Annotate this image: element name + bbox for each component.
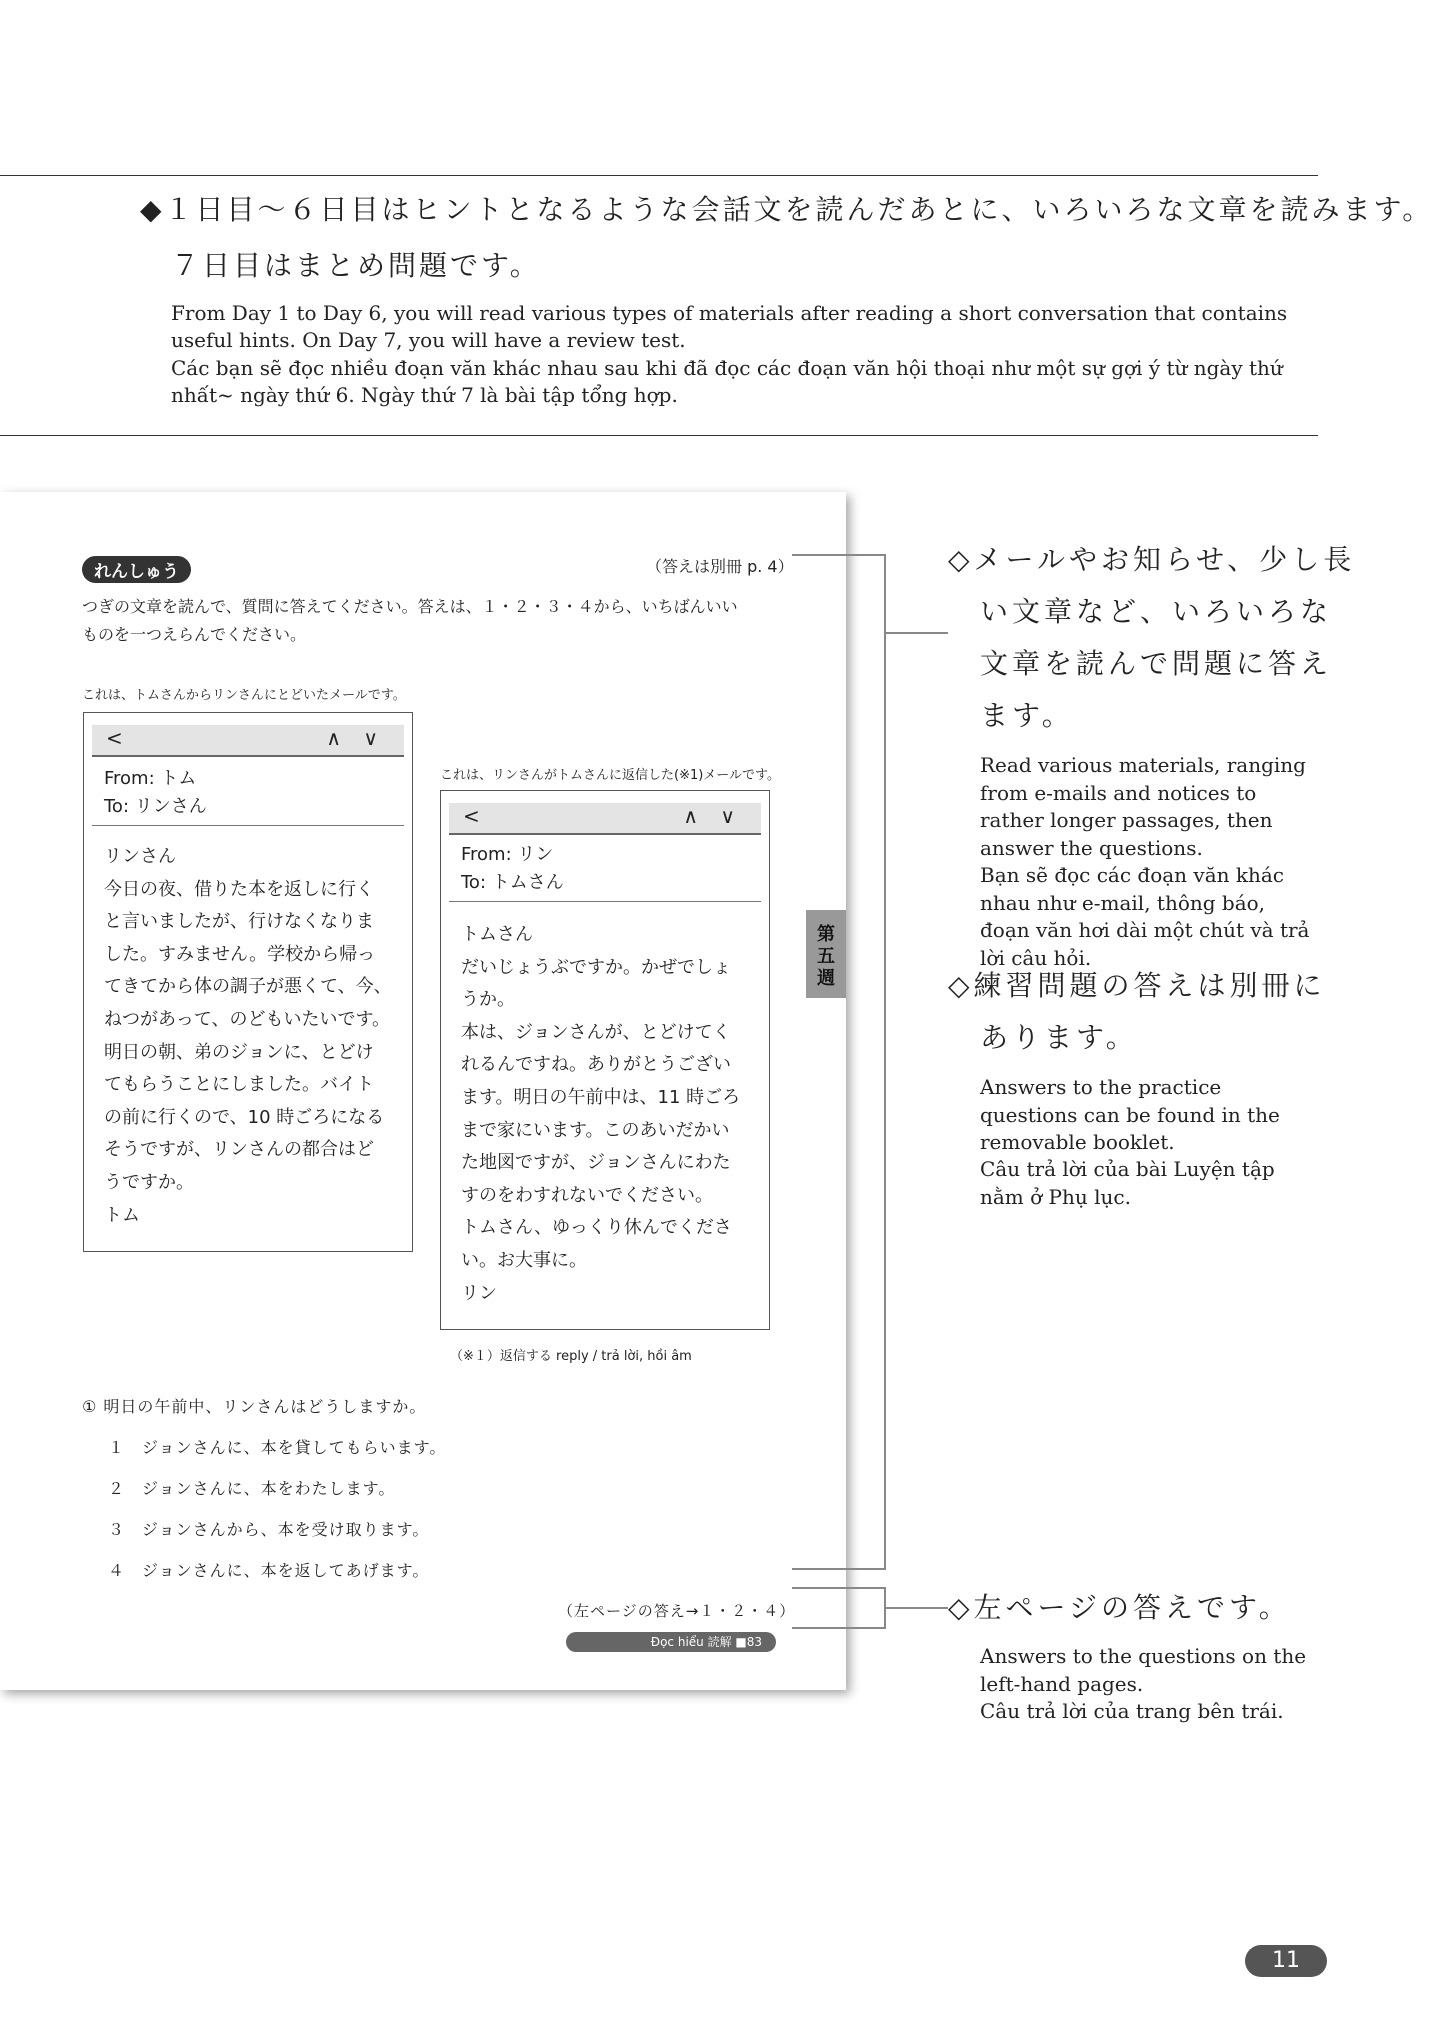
- page-footer-label: Đọc hiểu 読解 ■83: [566, 1632, 776, 1652]
- note1-line4: ます。: [980, 699, 1074, 732]
- bracket2-top: [792, 1587, 885, 1589]
- bracket-to-note1: [886, 632, 948, 634]
- note2-line1: ◇練習問題の答えは別冊に: [948, 969, 1326, 1002]
- intro-bottom-rule: [0, 435, 1318, 436]
- week-tab-label: 第五週: [817, 924, 835, 989]
- top-rule: [0, 175, 1318, 176]
- mail1-from: From: トム: [104, 768, 197, 789]
- sample-page: [0, 492, 846, 1690]
- instruction-line-2: ものを一つえらんでください。: [82, 625, 307, 644]
- page-number: 11: [1245, 1945, 1327, 1977]
- note2-vietnamese: Câu trả lời của bài Luyện tập nằm ở Phụ lục.: [980, 1157, 1275, 1209]
- bracket-top: [792, 554, 885, 556]
- intro-english: From Day 1 to Day 6, you will read various types of materials after reading a short conversation that contains useful hints. On Day 7, you will have a review test.: [171, 301, 1288, 352]
- footnote: （※１）返信する reply / trả lời, hồi âm: [450, 1349, 692, 1364]
- note2-line2: あります。: [980, 1021, 1138, 1054]
- mail1-box: [83, 712, 413, 1252]
- nav-arrows-icon[interactable]: ∧ ∨: [683, 804, 743, 828]
- mail2-toolbar: [449, 803, 761, 835]
- back-icon[interactable]: <: [106, 726, 123, 750]
- mail1-toolbar: [92, 725, 404, 757]
- mail1-to: To: リンさん: [104, 796, 207, 817]
- note2-english: Answers to the practice questions can be found in the removable booklet.: [980, 1075, 1280, 1154]
- bracket2-bottom: [792, 1627, 886, 1629]
- renshuu-badge: れんしゅう: [82, 556, 191, 583]
- mail2-to: To: トムさん: [461, 872, 564, 893]
- option-2[interactable]: ２ ジョンさんに、本をわたします。: [108, 1479, 396, 1498]
- answer-reference: （答えは別冊 p. 4）: [646, 557, 794, 576]
- bracket-vertical: [884, 554, 886, 1569]
- note3-vietnamese: Câu trả lời của trang bên trái.: [980, 1699, 1284, 1723]
- note1-english: Read various materials, ranging from e-mails and notices to rather longer passages, then answer the questions.: [980, 753, 1306, 860]
- note1-line2: い文章など、いろいろな: [980, 595, 1333, 628]
- mail2-caption: これは、リンさんがトムさんに返信した(※1)メールです。: [440, 768, 781, 783]
- note1-line3: 文章を読んで問題に答え: [980, 647, 1333, 680]
- option-1[interactable]: １ ジョンさんに、本を貸してもらいます。: [108, 1438, 447, 1457]
- mail1-body: リンさん 今日の夜、借りた本を返しに行く と言いましたが、行けなくなりま した。すみません。学校から帰っ てきてから体の調子が悪くて、今、 ねつがあって、のどもいたいです。 明日の朝、弟のジョンに、とどけ てもらうことにしました。バイト の前に行くので、10 時ごろになる そうですが、リンさんの都合はど うですか。 トム: [104, 846, 392, 1226]
- note1-vietnamese: Bạn sẽ đọc các đoạn văn khác nhau như e-mail, thông báo, đoạn văn hơi dài một chút và trả lời câu hỏi.: [980, 863, 1310, 970]
- mail1-divider: [92, 825, 404, 826]
- note3-english: Answers to the questions on the left-hand pages.: [980, 1644, 1307, 1696]
- nav-arrows-icon[interactable]: ∧ ∨: [326, 726, 386, 750]
- intro-line-1: ◆１日目～６日目はヒントとなるような会話文を読んだあとに、いろいろな文章を読みます。: [140, 193, 1434, 226]
- note1-line1: ◇メールやお知らせ、少し長: [948, 543, 1356, 576]
- option-4[interactable]: ４ ジョンさんに、本を返してあげます。: [108, 1561, 430, 1580]
- left-page-answer: （左ページの答え→１・２・４）: [558, 1602, 796, 1620]
- mail1-caption: これは、トムさんからリンさんにとどいたメールです。: [82, 688, 406, 703]
- option-3[interactable]: ３ ジョンさんから、本を受け取ります。: [108, 1520, 430, 1539]
- mail2-divider: [449, 901, 761, 902]
- intro-vietnamese: Các bạn sẽ đọc nhiều đoạn văn khác nhau sau khi đã đọc các đoạn văn hội thoại như một sự gợi ý từ ngày thứ nhất~ ngày thứ 6. Ngày thứ 7 là bài tập tổng hợp.: [171, 356, 1283, 407]
- week-tab: [806, 910, 846, 998]
- mail2-box: [440, 790, 770, 1330]
- intro-line-2: ７日目はまとめ問題です。: [171, 249, 541, 282]
- question: ① 明日の午前中、リンさんはどうしますか。: [82, 1397, 427, 1416]
- back-icon[interactable]: <: [463, 804, 480, 828]
- instruction-line-1: つぎの文章を読んで、質問に答えてください。答えは、１・２・３・４から、いちばんいい: [82, 597, 738, 616]
- bracket2-to-note3: [886, 1607, 948, 1609]
- mail2-from: From: リン: [461, 844, 554, 865]
- bracket-bottom: [792, 1568, 886, 1570]
- note3-line1: ◇左ページの答えです。: [948, 1591, 1291, 1624]
- mail2-body: トムさん だいじょうぶですか。かぜでしょ うか。 本は、ジョンさんが、とどけてく れるんですね。ありがとうござい ます。明日の午前中は、11 時ごろ まで家にいます。このあいだかい た地図ですが、ジョンさんにわた すのをわすれないでください。 トムさん、ゆっくり休んでくださ い。お大事に。 リン: [461, 924, 741, 1304]
